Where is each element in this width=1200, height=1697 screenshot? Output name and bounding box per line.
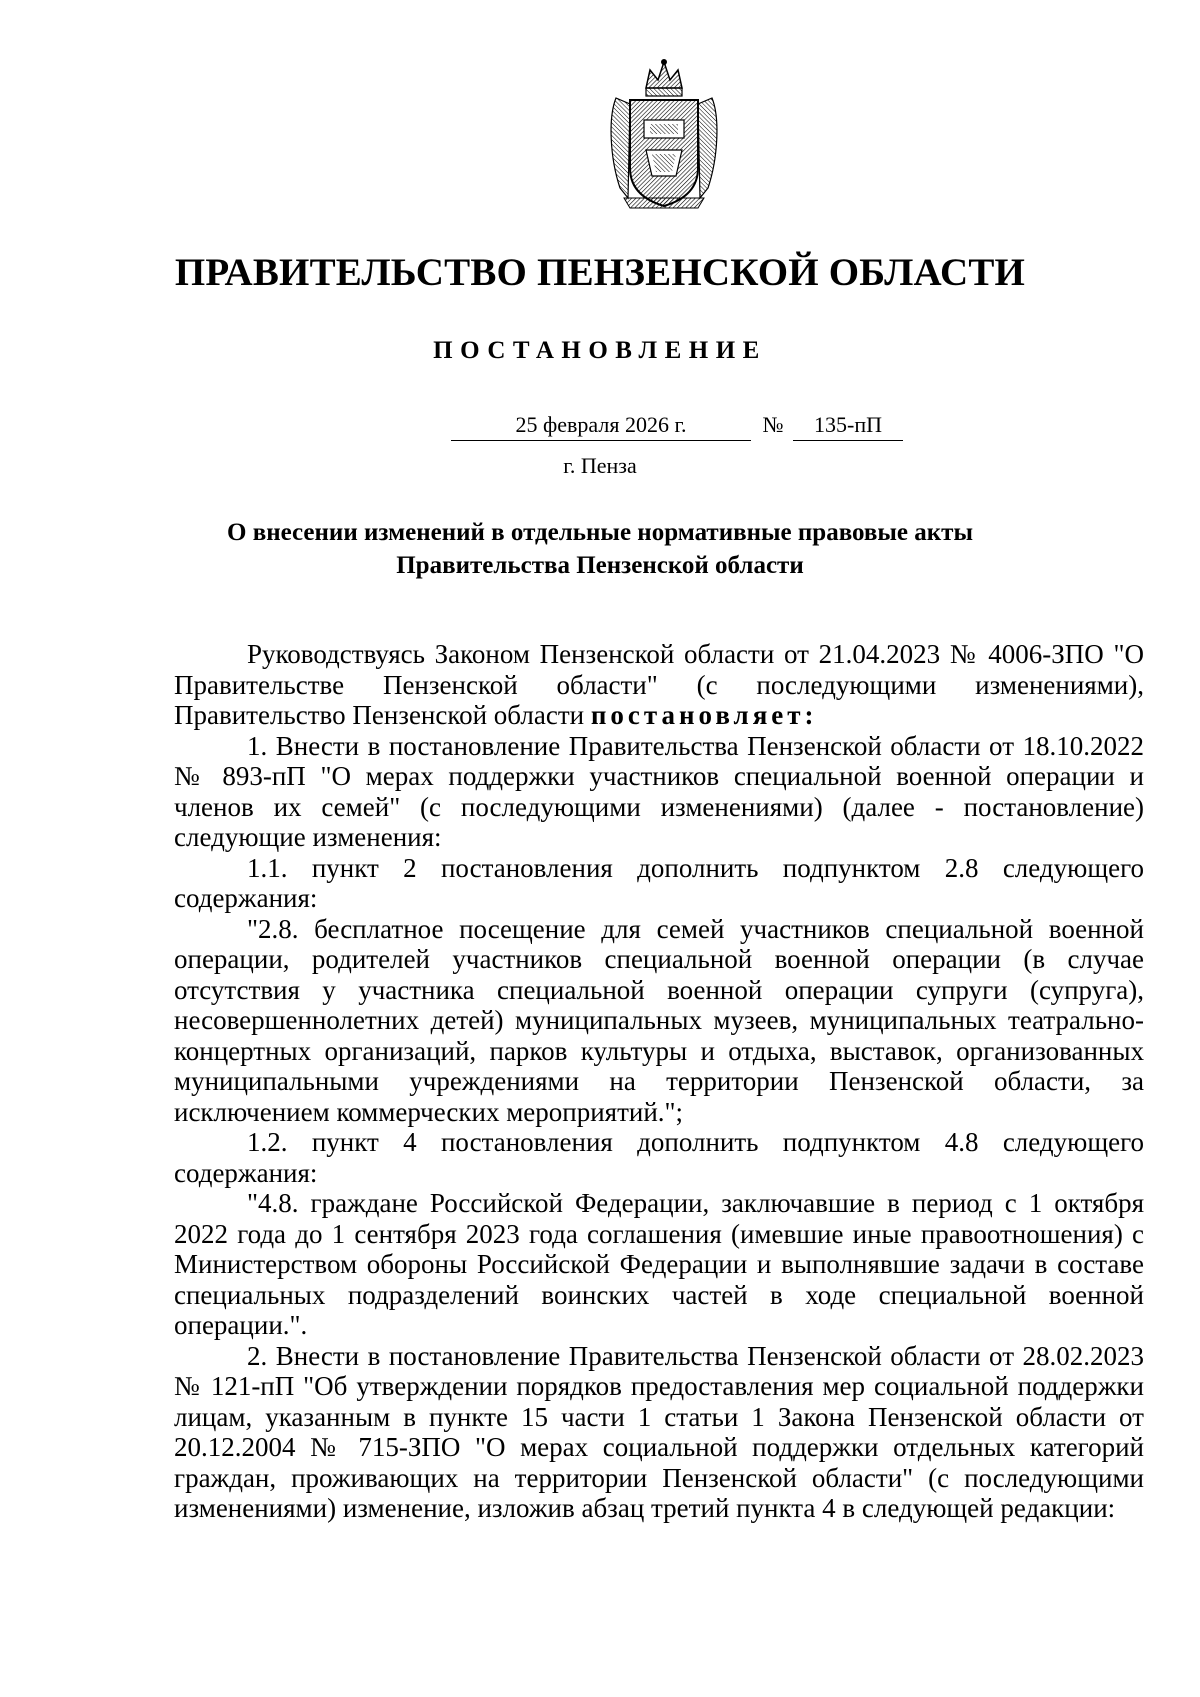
organization-title: ПРАВИТЕЛЬСТВО ПЕНЗЕНСКОЙ ОБЛАСТИ	[174, 251, 1026, 294]
paragraph-2: 2. Внести в постановление Правительства Пензенской области от 28.02.2023 № 121-пП "Об утверждении порядков предоставления мер социальной поддержки лицам, указанным в пункте 15 части 1 статьи 1 Закона Пензенской области от 20.12.2004 № 715-ЗПО "О мерах социальной поддержки отдельных категорий граждан, проживающих на территории Пензенской области" (с последующими изменениями) изменение, изложив абзац третий пункта 4 в следующей редакции:	[174, 1340, 1144, 1523]
paragraph-1: 1. Внести в постановление Правительства Пензенской области от 18.10.2022 № 893-пП "О мерах поддержки участников специальной военной операции и членов их семей" (с последующими изменениями) (далее - постановление) следующие изменения:	[174, 730, 1144, 852]
paragraph-1-2: 1.2. пункт 4 постановления дополнить подпунктом 4.8 следующего содержания:	[174, 1127, 1144, 1188]
subject-line-1: О внесении изменений в отдельные нормативные правовые акты	[227, 519, 973, 546]
paragraph-4-8-quote: "4.8. граждане Российской Федерации, заключавшие в период с 1 октября 2022 года до 1 сентября 2023 года соглашения (имевшие иные правоотношения) с Министерством обороны Российской Федерации и выполнявшие задачи в составе специальных подразделений воинских частей в ходе специальной военной операции.".	[174, 1188, 1144, 1340]
paragraph-1-1: 1.1. пункт 2 постановления дополнить подпунктом 2.8 следующего содержания:	[174, 852, 1144, 913]
document-subject	[0, 516, 1200, 582]
decree-word: постановляет:	[590, 700, 818, 730]
document-body	[174, 639, 1144, 1524]
document-city: г. Пенза	[563, 453, 637, 478]
intro-paragraph	[174, 639, 1144, 731]
document-number: 135-пП	[793, 410, 903, 441]
intro-text: Руководствуясь Законом Пензенской области от 21.04.2023 № 4006-ЗПО "О Правительстве Пензенской области" (с последующими изменениями), Правительство Пензенской области	[174, 639, 1144, 730]
subject-line-2: Правительства Пензенской области	[396, 552, 804, 579]
document-date: 25 февраля 2026 г.	[451, 410, 751, 441]
paragraph-2-8-quote: "2.8. бесплатное посещение для семей участников специальной военной операции, родителей участников специальной военной операции (в случае отсутствия у участника специальной военной операции супруги (супруга), несовершеннолетних детей) муниципальных музеев, муниципальных театрально-концертных организаций, парков культуры и отдыха, выставок, организованных муниципальными учреждениями на территории Пензенской области, за исключением коммерческих мероприятий.";	[174, 913, 1144, 1127]
document-type-title: ПОСТАНОВЛЕНИЕ	[433, 337, 767, 364]
number-sign: №	[762, 412, 784, 437]
coat-of-arms-icon	[606, 58, 722, 210]
